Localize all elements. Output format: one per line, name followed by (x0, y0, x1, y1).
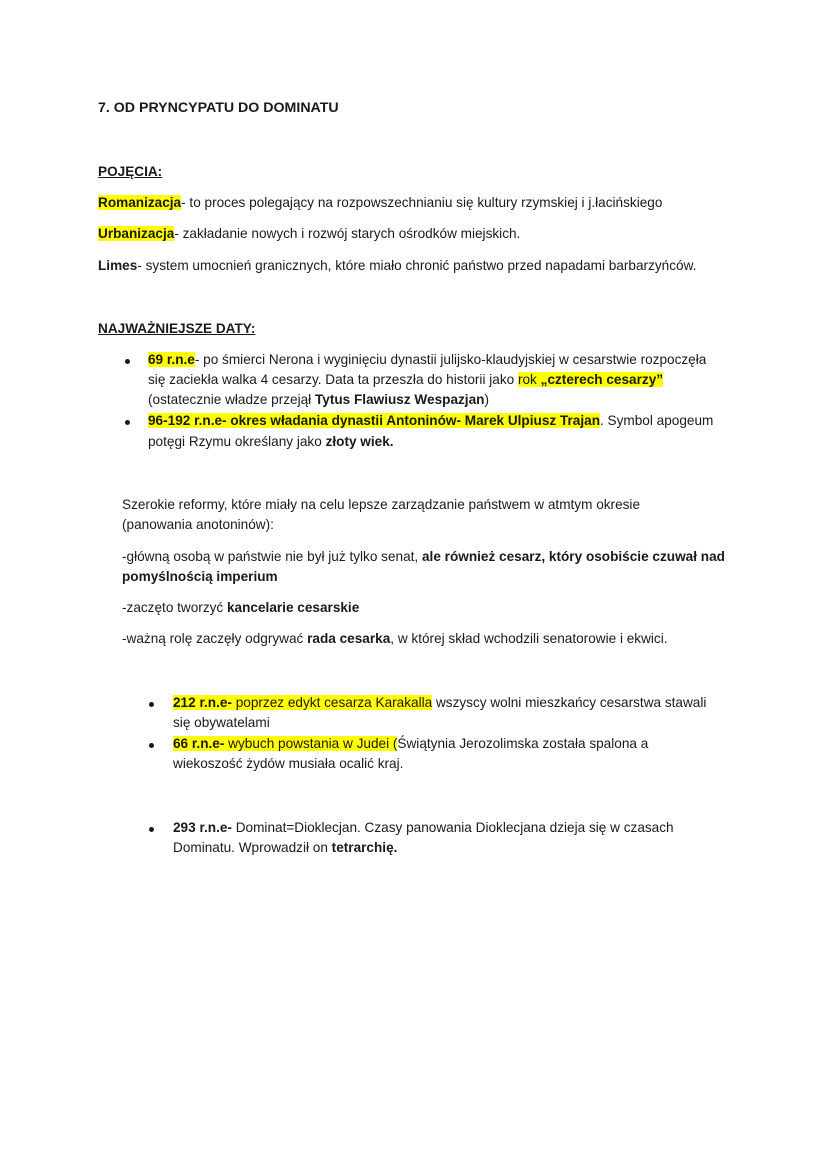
text: , w której skład wchodzili senatorowie i ekwici. (390, 631, 668, 646)
reform-3 (122, 629, 668, 649)
date-69-line2 (148, 370, 663, 390)
text: wszyscy wolni mieszkańcy cesarstwa stawali (432, 695, 707, 710)
highlight (173, 695, 432, 710)
bullet-icon (125, 420, 130, 425)
text: rada cesarka (307, 631, 391, 646)
text: (ostatecznie władze przejął (148, 392, 315, 407)
date-label: 212 r.n.e- (173, 695, 232, 710)
concepts-heading: POJĘCIA: (98, 164, 163, 179)
date-label: 293 r.n.e- (173, 820, 232, 835)
text: Tytus Flawiusz Wespazjan (314, 392, 485, 407)
text: ale również cesarz, który osobiście czuwał nad (421, 549, 725, 564)
bullet-icon (149, 827, 154, 832)
text: . Symbol apogeum (600, 413, 714, 428)
bullet-icon (149, 743, 154, 748)
reform-2 (122, 598, 359, 618)
reform-1-line1 (122, 547, 725, 567)
text: - po śmierci Nerona i wyginięciu dynastii julijsko-klaudyjskiej w cesarstwie rozpoczęła (194, 352, 707, 367)
date-69-line1 (148, 350, 706, 370)
text: ) (484, 392, 489, 407)
text: rok (517, 372, 541, 387)
text: złoty wiek. (325, 434, 394, 449)
text: Świątynia Jerozolimska została spalona a (397, 736, 649, 751)
date-66-line1 (173, 734, 648, 754)
reform-1-line2: pomyślnością imperium (122, 569, 278, 584)
text: -ważną rolę zaczęły odgrywać (122, 631, 308, 646)
definition: - system umocnień granicznych, które miało chronić państwo przed napadami barbarzyńców. (137, 258, 697, 273)
definition: - zakładanie nowych i rozwój starych ośrodków miejskich. (174, 226, 521, 241)
date-69-line3 (148, 390, 489, 410)
text: -zaczęto tworzyć (122, 600, 227, 615)
definition: - to proces polegający na rozpowszechnianiu się kultury rzymskiej i j.łacińskiego (181, 195, 663, 210)
text: Dominatu. Wprowadził on (173, 840, 332, 855)
date-label: 69 r.n.e (148, 352, 195, 367)
date-293-line2 (173, 838, 397, 858)
date-96-line2 (148, 432, 394, 452)
date-212-line2: się obywatelami (173, 715, 270, 730)
dates-heading: NAJWAŻNIEJSZE DATY: (98, 321, 256, 336)
term: Urbanizacja (98, 226, 175, 241)
highlight (518, 372, 663, 387)
date-66-line2: wiekoszość żydów musiała ocalić kraj. (173, 756, 404, 771)
text: „czterech cesarzy” (540, 372, 664, 387)
bullet-icon (125, 359, 130, 364)
page-title: 7. OD PRYNCYPATU DO DOMINATU (98, 100, 339, 116)
text: wybuch powstania w Judei ( (224, 736, 398, 751)
date-212-line1 (173, 693, 706, 713)
text: potęgi Rzymu określany jako (148, 434, 326, 449)
bullet-icon (149, 702, 154, 707)
text: Dominat=Dioklecjan. Czasy panowania Dioklecjana dzieja się w czasach (231, 820, 674, 835)
term: Romanizacja (98, 195, 182, 210)
date-96-line1 (148, 411, 713, 431)
text: się zaciekła walka 4 cesarzy. Data ta przeszła do historii jako (148, 372, 518, 387)
reforms-intro-2: (panowania anotoninów): (122, 517, 274, 532)
text: kancelarie cesarskie (227, 600, 360, 615)
date-label: 96-192 r.n.e- okres władania dynastii Antoninów- Marek Ulpiusz Trajan (148, 413, 600, 428)
concept-urbanizacja (98, 226, 520, 241)
text: -główną osobą w państwie nie był już tylko senat, (122, 549, 422, 564)
term: Limes (98, 258, 138, 273)
highlight (173, 736, 397, 751)
text: tetrarchię. (331, 840, 398, 855)
concept-romanizacja (98, 195, 662, 210)
reforms-intro-1: Szerokie reformy, które miały na celu lepsze zarządzanie państwem w atmtym okresie (122, 497, 641, 512)
text: poprzez edykt cesarza Karakalla (231, 695, 433, 710)
date-293-line1 (173, 818, 674, 838)
concept-limes (98, 258, 696, 273)
date-label: 66 r.n.e- (173, 736, 225, 751)
